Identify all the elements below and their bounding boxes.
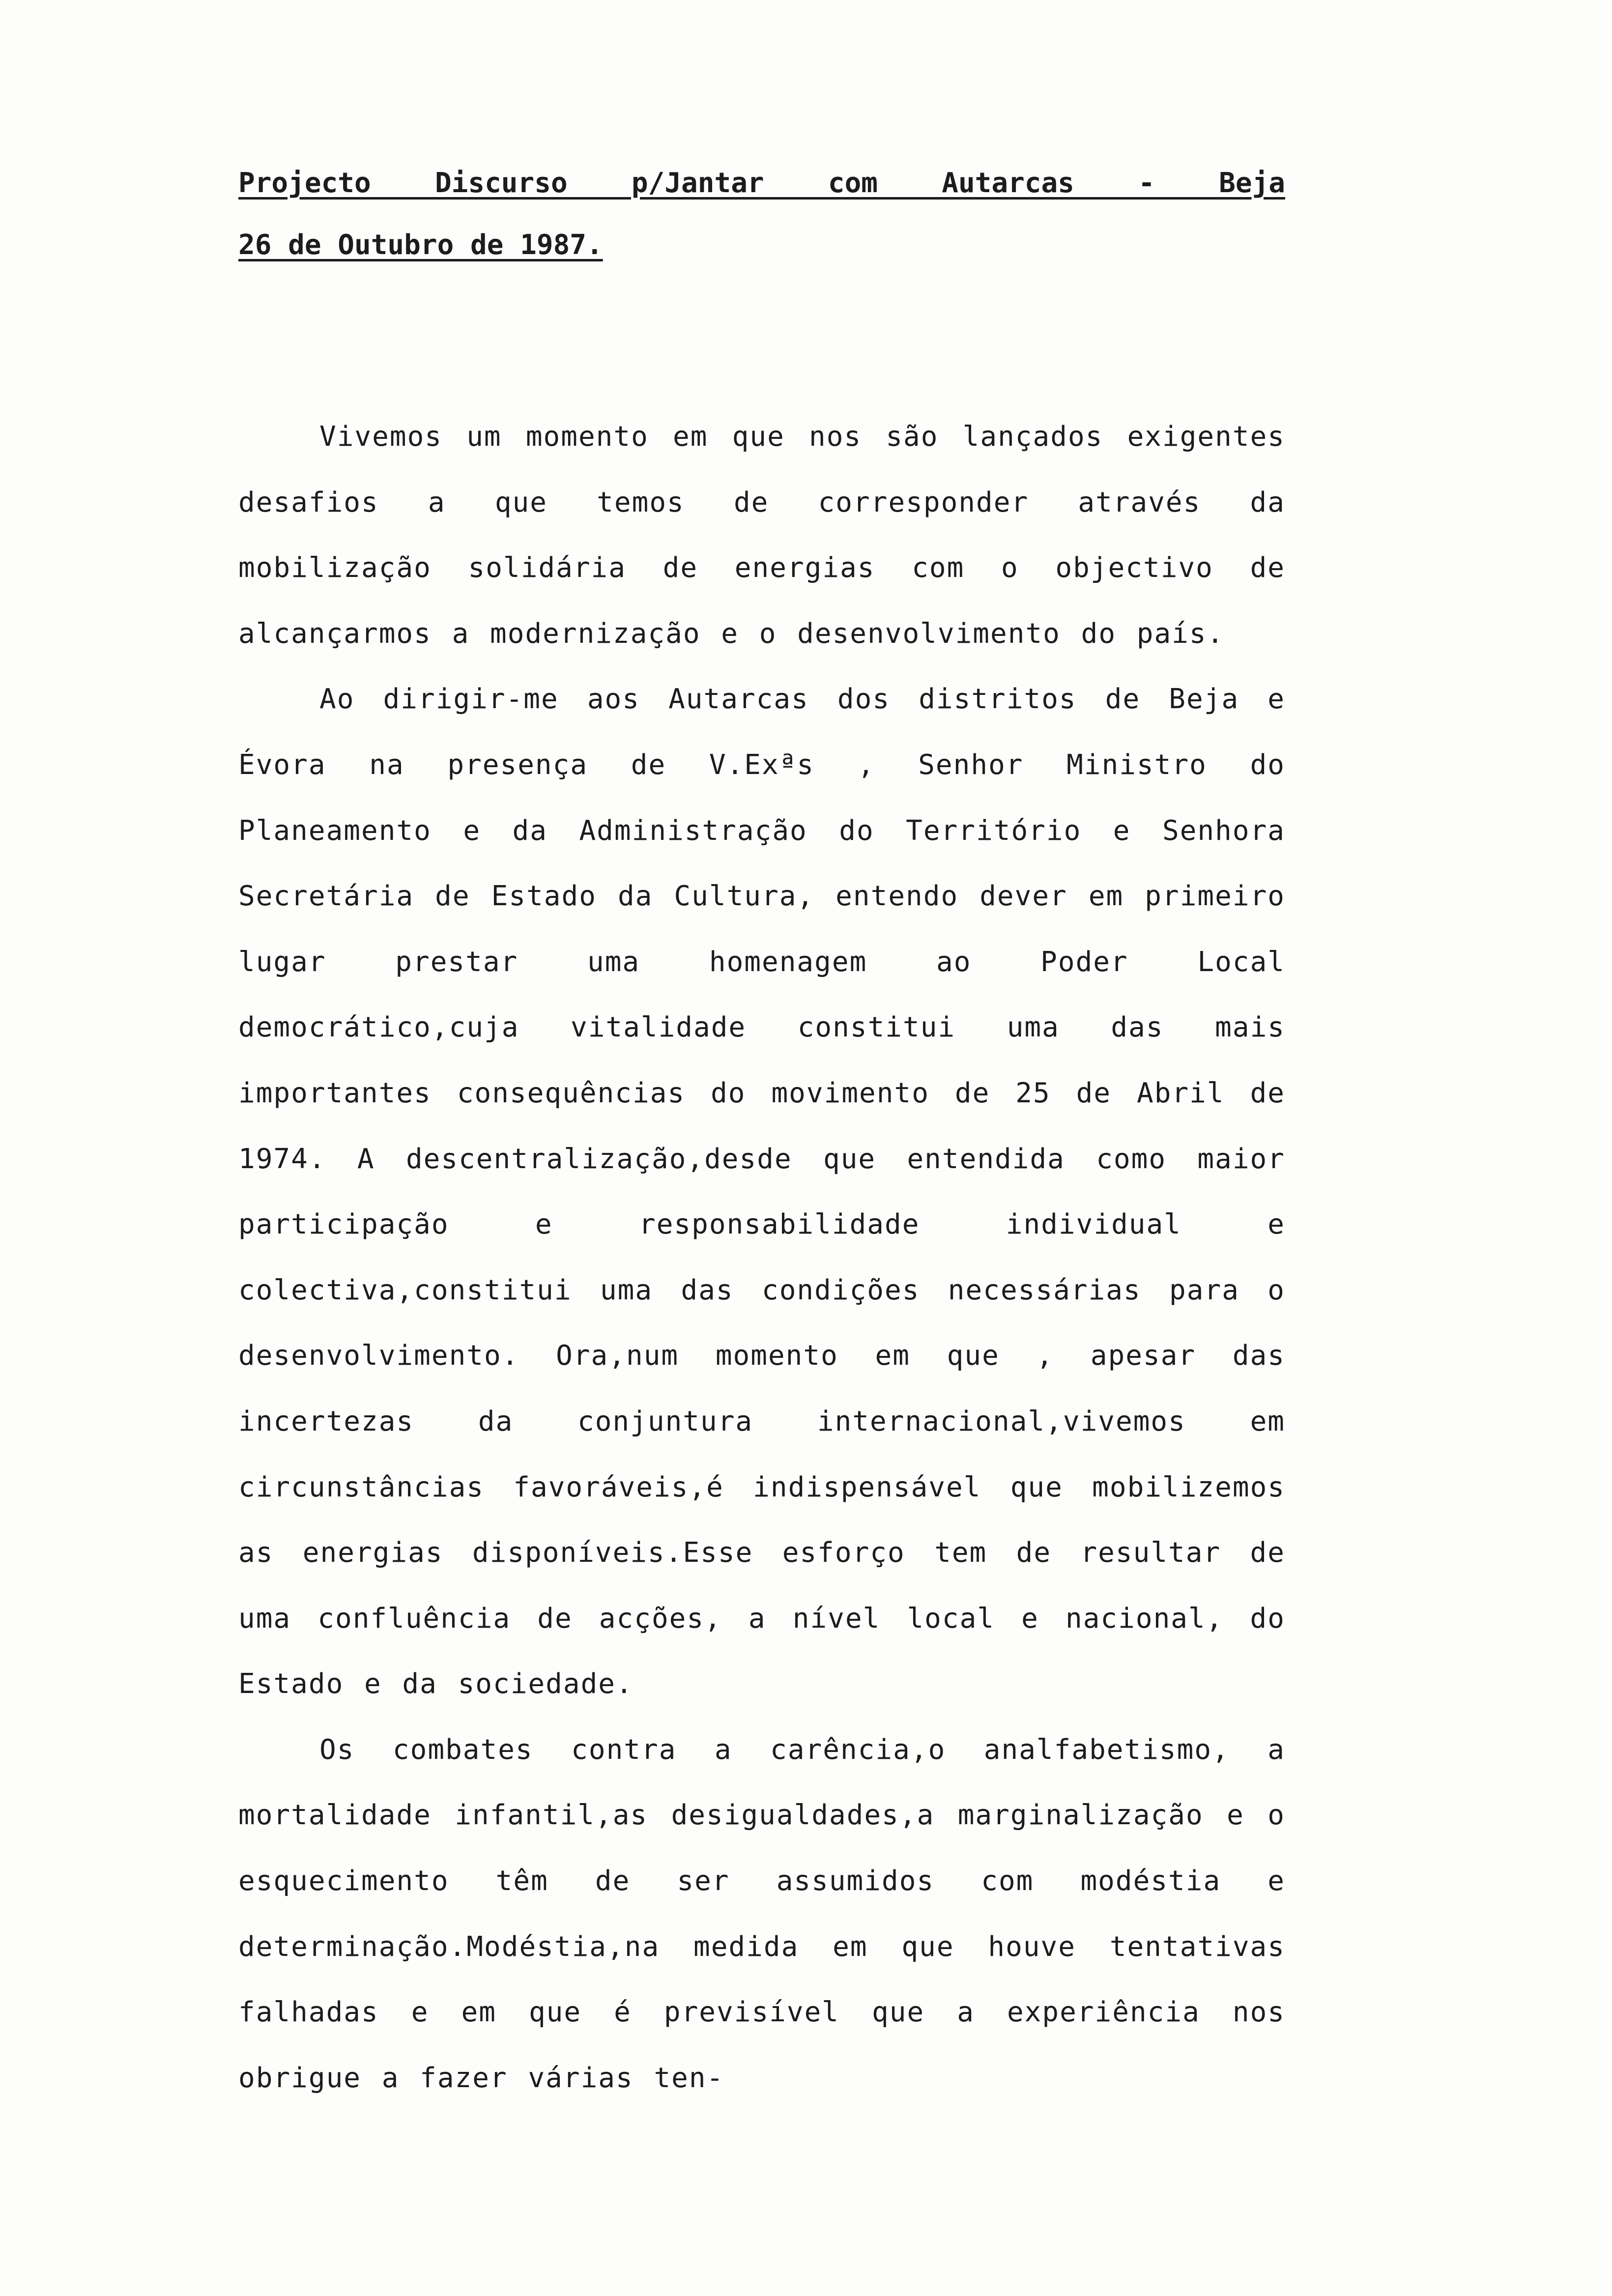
paragraph-1: Vivemos um momento em que nos são lançados exigentes desafios a que temos de corresponder através da mobilização solidária de energias com o objectivo de alcançarmos a modernização e o desenvolvimento do país.: [238, 421, 1285, 650]
document-body: [238, 167, 1285, 2111]
document-title: Projecto Discurso p/Jantar com Autarcas - Beja: [238, 167, 1285, 199]
paragraph-3: Os combates contra a carência,o analfabetismo, a mortalidade infantil,as desigualdades,a marginalização e o esquecimento têm de ser assumidos com modéstia e determinação.Modéstia,na medida em que houve tentativas falhadas e em que é previsível que a experiência nos obrigue a fazer várias ten-: [238, 1733, 1285, 2094]
document-text: [238, 404, 1285, 2111]
paragraph-2: Ao dirigir-me aos Autarcas dos distritos de Beja e Évora na presença de V.Exªs , Senhor Ministro do Planeamento e da Administração do Território e Senhora Secretária de Estado da Cultura, entendo dever em primeiro lugar prestar uma homenagem ao Poder Local democrático,cuja vitalidade constitui uma das mais importantes consequências do movimento de 25 de Abril de 1974. A descentralização,desde que entendida como maior participação e responsabilidade individual e colectiva,constitui uma das condições necessárias para o desenvolvimento. Ora,num momento em que , apesar das incertezas da conjuntura internacional,vivemos em circunstâncias favoráveis,é indispensável que mobilizemos as energias disponíveis.Esse esforço tem de resultar de uma confluência de acções, a nível local e nacional, do Estado e da sociedade.: [238, 683, 1285, 1700]
document-date: 26 de Outubro de 1987.: [238, 229, 603, 261]
